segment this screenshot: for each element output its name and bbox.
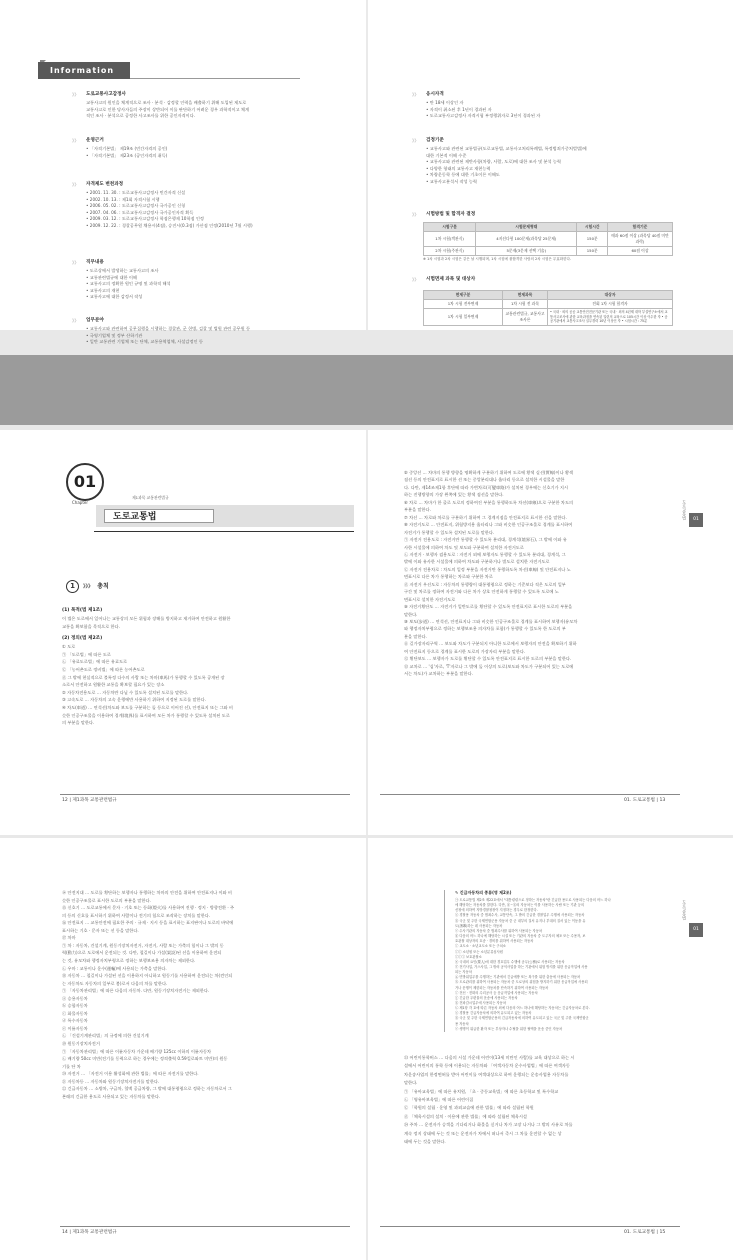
body-line: 슷한 인공구조물을 이용하여 경계(境界)를 표시하여 모든 차가 통행할 수 있도록 설치된 도로 [62,712,230,718]
page-gutter [366,0,368,330]
body-line: 다. 다만, 제14조제1항 후단에 따라 가변차로(可變車路)가 설치된 경우에는 신호기가 지시 [404,484,569,490]
page-number-left: 14 | 제1과목 교통관련법규 [62,1230,117,1235]
section-line: • 2001. 11. 30. : 도로교통사고감정사 민간자격 신설 [86,190,186,195]
body-line: 의 부분을 말한다. [62,720,95,726]
section-line: • 2007. 04. 06. : 도로교통사고감정사 국가공인자격 획득 [86,209,194,215]
body-line: 말한다. [404,1080,418,1086]
information-tab: Information [38,62,130,79]
body-line: 분을 말한다. [404,633,427,639]
note-line: 에 해당하는 자동차를 말한다. 다만, ⓓ~ⓚ의 자동차는 이를 사용하는 사람 또는 기관 등의 [455,903,585,908]
body-line: ㉣ 그 밖에 현실적으로 불특정 다수의 사람 또는 차마(車馬)가 통행할 수 있도록 공개된 장 [62,674,225,680]
body-line: ⑮ 신호기 … 도로교통에서 문자 · 기호 또는 등화(燈火)를 사용하여 진행 · 정지 · 방향전환 · 주 [62,905,235,911]
note-title-text: 긴급자동차의 종류(영 제2조) [459,890,512,895]
chapter-spread [0,430,733,835]
body-line: 슷한 인공구조물로 표시한 도로의 부분을 말한다. [62,897,151,903]
body-line: ⑯ 안전표지 … 교통안전에 필요한 주의 · 규제 · 지시 등을 표시하는 표지판이나 도로의 바닥에 [62,920,234,926]
chapter-subject: 제1과목 교통관련법규 [132,495,169,500]
body-line: ⑩ 보도(步道) … 연석선, 안전표지나 그와 비슷한 인공구조물로 경계를 표시하여 보행자(유모차 [404,619,578,624]
body-line: 부분을 말한다. [404,507,431,513]
section-heading: 운영근거 [86,138,104,143]
body-line: ㉡ 우마 : 교통이나 운수(運輸)에 사용되는 가축을 말한다. [62,965,167,971]
section-line: • 2006. 05. 02. : 도로교통사고감정사 국가공인 신청 [86,203,186,209]
note-line: ⓑ 국군 및 주한 국제연합군용 자동차 중 군 내부의 질서 유지나 부대의 질서 있는 이동을 유 [455,918,586,923]
table-cell: 1차 시험 전부면제 [424,300,503,309]
note-line: ⓐ 경찰용 자동차 중 범죄수사, 교통단속, 그 밖의 긴급한 경찰업무 수행에 사용되는 자동차 [455,913,585,918]
table-header: 대상자 [548,291,673,300]
section-marker-icon: 》》 [72,139,79,144]
note-line: ⓘ 교도소 · 소년교도소 또는 구치소 [455,944,506,949]
table-cell: 150분 [577,232,608,247]
section-heading: 검정기준 [426,138,444,143]
page-label: 제1과목 교통관련법규 [72,1230,117,1235]
section-heading: 시험방법 및 합격자 결정 [426,212,476,217]
note-line: 거나 운행이 제한되는 자동차를 단속하기 위하여 사용되는 자동차 [455,985,549,990]
section-number: 1 [66,580,79,593]
body-line: 교통을 확보함을 목적으로 한다. [62,623,120,629]
body-line: ⑦ 차선 … 차로와 차로를 구분하기 위하여 그 경계지점을 안전표지로 표시한 선을 말한다. [404,514,567,520]
section-line: • 교통관련법규에 대한 이해 [86,274,137,280]
section-line: 교통사고의 원인을 체계적으로 조사 · 분석 · 감정할 인력을 배출하기 위해 도입된 제도로 [86,100,247,105]
body-line: ⑭ 안전지대 … 도로를 횡단하는 보행자나 통행하는 차마의 안전을 위하여 안전표지나 이와 비 [62,890,232,895]
body-line: (1) 목적(법 제1조) [62,608,103,613]
body-line: ⑳ 자전거 … 「자전거 이용 활성화에 관한 법률」에 따른 자전거를 말한다. [62,1071,199,1077]
note-line: ⓘⓘⓘ 보호관찰소 [455,954,482,959]
note-line: ⓐ 경찰용 긴급자동차에 의하여 유도되고 있는 자동차 [455,1011,532,1016]
separator-band [0,355,733,425]
body-line: 서는 차도)가 교차하는 부분을 말한다. [404,671,473,677]
body-line: 말한다. [404,611,418,617]
section-line: • 일반 교통관련 기업체 또는 단체, 교통용역업체, 사설감정인 등 [86,339,203,345]
section-line: • 2009. 12. 22. : 경찰공무원 채용시(4점), 승진시(0.3점) 가산점 인정(2010년 7월 시행) [86,223,253,228]
page-number: 13 [659,798,666,803]
pencil-icon: ✎ [455,890,459,895]
chapter-label: Chapter [72,500,88,505]
section-line: • 「자격기본법」 제19조 (민간자격의 공인) [86,146,168,151]
table-header: 면제구분 [424,291,503,300]
note-line: 되는 자동차 [455,970,472,975]
note-line: 용 자동차 [455,1021,469,1026]
body-line: ① 도로 [62,644,76,650]
note-line: 호관찰 대상자의 호송 · 경비를 위하여 사용되는 자동차 [455,939,534,944]
note-line: ⓔ 국내외 요인(要人)에 대한 경호업무 수행에 공무(公務)로 사용되는 자동차 [455,959,565,964]
body-line: ⓐ 승용자동차 [62,995,88,1001]
body-line: ㉠ 「도로법」에 따른 도로 [62,651,111,657]
table-cell: 교통관련법규, 교통사고조사론 [503,309,548,326]
body-line: ㉠ 「자동차관리법」에 따른 이륜자동차 가운데 배기량 125cc 이하의 이륜자동차 [62,1048,212,1054]
section-heading: 시험면제 과목 및 대상자 [426,277,476,282]
body-line: 여 안전표지 등으로 경계를 표시한 도로의 가장자리 부분을 말한다. [404,648,526,654]
section-marker-icon: 》》 [412,278,419,283]
side-text: 도로교통법 [682,500,687,520]
body-line: 본래의 긴급한 용도로 사용되고 있는 자동차를 말한다. [62,1093,161,1099]
body-line: ⑥ 차로 … 차마가 한 줄로 도로의 정하여진 부분을 통행하도록 차선(車線)으로 구분한 차도의 [404,499,574,505]
side-text: 도로교통법 [682,900,687,920]
section-marker-icon: 》》 [412,93,419,98]
section-line: • 만 18세 이상인 자 [426,100,464,105]
section-line: • 교통사고의 정확한 원인 규명 및 과학적 해석 [86,281,171,287]
section-marker-icon: 》》 [72,319,79,324]
table-header: 시험문제형태 [476,223,577,232]
note-line: ㉠ 도로교통법 제2조 제22호에서 "대통령령으로 정하는 자동차"란 긴급한 용도로 사용되는 다음의 어느 하나 [455,898,611,902]
body-line: ㉡ 배기량 50cc 미만(전기를 동력으로 하는 경우에는 정격출력 0.59킬로와트 미만)의 원동 [62,1056,228,1062]
body-line: ㉠ 차 : 자동차, 건설기계, 원동기장치자전거, 자전거, 사람 또는 가축의 힘이나 그 밖의 동 [62,942,224,948]
section-title-text: 총칙 [97,583,109,590]
note-line: ㉡ 제1항 각 호에 따른 자동차 외에 다음의 어느 하나에 해당하는 자동차는 긴급자동차로 본다. [455,1006,590,1011]
page-label: 01. 도로교통법 [624,1230,655,1235]
body-line: 자전거가 통행할 수 있도록 설치된 도로를 말한다. [404,529,495,535]
note-line: ⓓ 다음의 어느 하나에 해당하는 시설 또는 기관의 자동차 중 도주자의 체포 또는 수용자, 보 [455,934,586,939]
body-line: 는 자동차도 자동차의 일부로 봄)로서 다음의 차를 말한다. [62,980,168,986]
body-line: 밖에 이와 유사한 시설물에 의하여 차도와 구분하거나 별도로 설치한 자전거도로 [404,559,550,565]
body-line: 의 등의 신호를 표시하기 위하여 사람이나 전기의 힘으로 조작하는 장치를 말한다. [62,912,211,918]
exam-note: ※ 1차 시험과 2차 시험은 같은 날 시행되며, 1차 시험에 불합격한 사람의 2차 시험은 무효화한다. [423,257,571,261]
body-line: ⑫ 횡단보도 … 보행자가 도로를 횡단할 수 있도록 안전표지로 표시한 도로의 부분을 말한다. [404,656,572,662]
section-line: • 교통사고에 대한 감정서 작성 [86,294,143,300]
note-line: ⓗ 도로관리를 위하여 사용되는 자동차 중 도로상의 위험을 방지하기 위한 응급작업에 사용되 [455,980,588,985]
section-line: • 자격이 취소된 후 1년이 경과된 자 [426,106,492,112]
section-line: • 2009. 03. 12. : 도로교통사고감정사 학점은행제 10학점 인정 [86,216,204,222]
body-line: ㉣ 자전거 우선도로 : 자동차의 통행량이 대통령령으로 정하는 기준보다 적은 도로의 일부 [404,581,566,587]
body-line: ㉡ 「유료도로법」에 따른 유료도로 [62,659,128,665]
note-line: ⓒ 수사기관의 자동차 중 범죄수사를 위하여 사용되는 자동차 [455,928,543,933]
table-row [424,300,673,309]
section-line: • 도로상에서 발생하는 교통사고의 조사 [86,268,159,273]
page-gutter [366,838,368,1260]
body-line: ③ 고속도로 … 자동차의 고속 운행에만 사용하기 위하여 지정된 도로를 말한다. [62,697,206,703]
body-line: 이 법은 도로에서 일어나는 교통상의 모든 위험과 장해를 방지하고 제거하여 안전하고 원활한 [62,616,231,621]
body-line: ㉠ 자전거 전용도로 : 자전거만 통행할 수 있도록 분리대, 경계석(境界石), 그 밖에 이와 유 [404,537,567,543]
body-line: ④ 차도(車道) … 연석선(차도와 보도를 구분하는 돌 등으로 이어진 선), 안전표지 또는 그와 비 [62,705,233,710]
body-line: 면표시로 설치한 자전거도로 [404,596,456,602]
table-row [424,247,673,256]
section-title [83,581,109,590]
footer-rule [380,1226,680,1227]
body-line: ㉑ 자동차등 … 자동차와 원동기장치자전거를 말한다. [62,1078,160,1084]
table-header-row [424,291,673,300]
page-number: 15 [659,1230,666,1235]
section-heading: 자격제도 변천과정 [86,182,124,187]
section-marker-icon: 》》 [72,93,79,98]
body-line: ⑬ 교차로 … '십'자로, 'T'자로나 그 밖에 둘 이상의 도로(보도와 차도가 구분되어 있는 도로에 [404,663,574,669]
table-header: 시험시간 [577,223,608,232]
section-marker-icon: 》》 [412,213,419,218]
body-line: ㉣ 「체육시설의 설치 · 이용에 관한 법률」에 따라 설립된 체육시설 [404,1113,527,1119]
body-line: ⑨ 자전거횡단도 … 자전거가 일반도로를 횡단할 수 있도록 안전표지로 표시한 도로의 부분을 [404,604,573,610]
body-line: ⑲ 원동기장치자전거 [62,1041,100,1046]
table-cell: 1차 시험 전 과목 [503,300,548,309]
chapter-title: 도로교통법 [104,509,214,523]
body-line: ② 자동차전용도로 … 자동차만 다닐 수 있도록 설치된 도로를 말한다. [62,689,189,695]
table-header: 면제과목 [503,291,548,300]
body-line: ⑧ 자전거도로 … 안전표지, 위험방지용 울타리나 그와 비슷한 인공구조물로 경계를 표시하여 [404,522,573,528]
section-line: • 교통사고와 관련된 제반사항(차량, 사람, 도로)에 대한 조사 및 분석 능력 [426,159,561,165]
body-line: 력(動力)으로 도로에서 운전되는 것. 다만, 철길이나 가설(架設)된 선을 이용하여 운전되 [62,950,222,956]
section-line: 적인 조사 · 분석으로 공정한 사고조사를 위한 공인자격이다. [86,113,196,119]
table-row [424,309,673,326]
body-line: 사한 시설물에 의하여 차도 및 보도와 구분하여 설치한 자전거도로 [404,544,524,550]
body-line: ㉡ 자전거 · 보행자 겸용도로 : 자전거 외에 보행자도 통행할 수 있도록 분리대, 경계석, 그 [404,551,566,557]
section-marker-icon: 》》 [72,261,79,266]
table-cell: 60점 이상 [608,247,673,256]
body-line: 기를 단 차 [62,1063,81,1069]
section-line: • 2002. 10. 13. : 제1회 자격시험 시행 [86,196,160,202]
body-line: 표시하는 기호 · 문자 또는 선 등을 말한다. [62,927,139,933]
body-line: ⓔ 이륜자동차 [62,1025,88,1031]
note-title [455,890,512,897]
body-line: 차운송사업의 한정면허를 받아 어린이를 여객대상으로 하여 운행되는 운송사업용 자동차를 [404,1071,569,1077]
body-line: 와 행정자치부령으로 정하는 보행보조용 의자차를 포함)가 통행할 수 있도록 한 도로의 부 [404,626,566,632]
section-line: • 다양한 형태의 교통사고 재현능력 [426,165,491,171]
body-line: ⓑ 승합자동차 [62,1003,88,1009]
note-line: 도(誘導)하는 데 사용되는 자동차 [455,923,503,928]
body-line: ㉔ 주차 … 운전자가 승객을 기다리거나 화물을 싣거나 차가 고장 나거나 그 밖의 사유로 차를 [404,1122,573,1128]
page-gutter [366,430,368,835]
table-cell: 1차 시험 일부면제 [424,309,503,326]
section-line: • 교통사고와 관련된 교통법규(도로교통법, 교통사고처리특례법, 특정범죄가중처벌법)에 [426,146,587,151]
body-line: 설에서 어린이의 통학 등에 이용되는 자동차와 「여객자동차 운수사업법」에 따른 여객자동 [404,1063,570,1069]
note-line: ⓘ 전신 · 전화의 수리공사 등 응급작업에 사용되는 자동차 [455,990,538,995]
note-box [444,890,685,1032]
footer-rule [60,794,350,795]
section-line: • 국영기업체 및 정부 산하기관 [86,332,143,338]
body-line: ㉓ 어린이통학버스 … 다음의 시설 가운데 어린이(13세 미만인 사람)를 교육 대상으로 하는 시 [404,1055,575,1060]
section-line: 대한 기본적 이해 수준 [426,152,467,158]
body-line: ㉠ 「자동차관리법」에 따른 다음의 자동차. 다만, 원동기장치자전거는 제외한다. [62,988,210,994]
body-line: ⑤ 중앙선 … 차마의 통행 방향을 명확하게 구분하기 위하여 도로에 황색 실선(實線)이나 황색 [404,470,574,475]
body-line: ⑱ 자동차 … 철길이나 가설된 선을 이용하지 아니하고 원동기를 사용하여 운전되는 차(견인되 [62,973,233,979]
body-line: 는 것, 유모차와 행정자치부령으로 정하는 보행보조용 의자차는 제외한다. [62,957,196,963]
note-line: ⓕ 전기사업, 가스사업, 그 밖의 공익사업을 하는 기관에서 위험 방지를 위한 응급작업에 사용 [455,964,588,969]
section-line: • 차량운동학 등에 대한 기초이론 이해도 [426,172,500,178]
chapter-rule [94,531,354,532]
note-line: ⓘⓘ 소년원 또는 소년분류심사원 [455,949,503,954]
page-number: 14 [62,1230,68,1235]
information-spread [0,0,733,345]
table-header: 시험구분 [424,223,476,232]
body-line: ⓓ 특수자동차 [62,1018,88,1024]
table-cell: 2차 시험(주관식) [424,247,476,256]
table-cell: 1차 시험(객관식) [424,232,476,247]
exempt-table [423,290,673,326]
page-number-right: 01. 도로교통법 | 13 [624,798,666,803]
body-line: 구간 및 차로를 정하여 자전거와 다른 차가 상호 안전하게 통행할 수 있도록 도로에 노 [404,589,559,595]
body-line: ㉒ 긴급자동차 … 소방차, 구급차, 혈액 공급차량, 그 밖에 대통령령으로 정하는 자동차로서 그 [62,1086,232,1092]
section-marker-icon: 》》 [72,183,79,188]
body-line: ㉢ 「농어촌도로 정비법」에 따른 농어촌도로 [62,667,145,672]
section-line: • 교통사고와 관련하여 공무집행을 시행하는 경찰관, 군 헌병, 검찰 및 법원 관련 공무원 등 [86,326,251,331]
side-tab: 01 [689,923,703,937]
note-line: ⓑ 국군 및 주한 국제연합군용의 긴급자동차에 의하여 유도되고 있는 국군 및 주한 국제연합군 [455,1016,589,1021]
table-header-row [424,223,673,232]
body-line: 소로서 안전하고 원활한 교통을 확보할 필요가 있는 장소 [62,682,165,688]
chapter-number: 01 [66,463,104,501]
note-line: 신청에 의하여 지방경찰청장이 지정하는 경우로 한정한다. [455,908,538,913]
section-arrows: 》》》 [83,584,94,590]
table-cell: • 국내 · 외의 공공 교통안전전문기관 또는 국내 · 외의 4년제 대학 부설연구소에서 교통사고조사에 관한 교육과정을 연속된 일련의 교육으로 105시간 이상 이수한 자 • 공공기관에서 교통사고조사 실무경력 10년 이상인 자 • 시험시간 : 75분 [548,309,673,326]
body-line: ㉢ 자전거 전용차로 : 차도의 일정 부분을 자전거만 통행하도록 차선(車線) 및 안전표지나 노 [404,566,571,572]
page-number-right: 01. 도로교통법 | 15 [624,1230,666,1235]
body-line: ㉡ 「영유아보육법」에 따른 어린이집 [404,1097,474,1102]
table-cell: 전회 1차 시험 합격자 [548,300,673,309]
page-number-left: 12 | 제1과목 교통관련법규 [62,798,117,803]
body-line: 계속 정지 상태에 두는 것 또는 운전자가 차에서 떠나서 즉시 그 차를 운전할 수 없는 상 [404,1130,562,1136]
body-line: 하는 진행방향의 가장 왼쪽에 있는 황색 점선을 말한다. [404,492,504,498]
note-line: ⓙ 긴급한 우편물의 운송에 사용되는 자동차 [455,995,518,1000]
body-line: ㉢ 「학원의 설립 · 운영 및 과외교습에 관한 법률」에 따라 설립된 학원 [404,1105,534,1111]
table-cell: 매과 60점 이상 (과목당 40점 미만 과락) [608,232,673,247]
side-tab: 01 [689,513,703,527]
section-heading: 업무분야 [86,318,104,323]
body-line: ⑪ 길가장자리구역 … 보도와 차도가 구분되지 아니한 도로에서 보행자의 안전을 확보하기 위하 [404,641,577,647]
body-line: (2) 정의(법 제2조) [62,636,103,642]
body-line: 점선 등의 안전표지로 표시한 선 또는 중앙분리대나 울타리 등으로 설치한 시설물을 말한 [404,477,565,483]
section-heading: 도로교통사고감정사 [86,92,126,97]
section-line: • 교통사고분석서 작성 능력 [426,179,477,184]
table-cell: 4지선다형 100문제(과목당 25문제) [476,232,577,247]
body-line: 태에 두는 것을 말한다. [404,1139,446,1144]
section-heading: 응시자격 [426,92,444,97]
table-row [424,232,673,247]
body-line: ㉠ 「유아교육법」에 따른 유치원, 「초 · 중등교육법」에 따른 초등학교 및 특수학교 [404,1088,559,1094]
page-label: 제1과목 교통관련법규 [72,798,117,803]
section-line: • 「자격기본법」 제23조 (공인자격의 취득) [86,152,168,158]
note-line: ⓖ 민방위업무를 수행하는 기관에서 긴급예방 또는 복구를 위한 출동에 사용되는 자동차 [455,975,581,980]
section-line: • 교통사고의 재현 [86,287,120,293]
body-line: ㉡ 「건설기계관리법」의 규정에 의한 건설기계 [62,1033,149,1039]
section-marker-icon: 》》 [412,139,419,144]
table-cell: 5문제(3문제 선택 기술) [476,247,577,256]
body-line: ⑰ 차마 [62,935,76,941]
table-header: 합격기준 [608,223,673,232]
note-line: ⓒ 생명이 위급한 환자 또는 부상자나 수혈을 위한 혈액을 운송 중인 자동차 [455,1026,563,1031]
body-line: ⓒ 화물자동차 [62,1010,88,1016]
page-number: 12 [62,798,68,803]
page-label: 01. 도로교통법 [624,798,655,803]
table-cell: 150분 [577,247,608,256]
section-line: • 도로교통사고감정사 자격시험 부정행위자로 3년이 경과된 자 [426,113,541,119]
section-line: 교통사고로 인한 당사자들의 주장이 상반되어 이를 판단하기 어려운 경우 과학적이고 체계 [86,106,249,112]
section-heading: 직무내용 [86,260,104,265]
header-rule [130,78,300,79]
body-line: 면표시로 다른 차가 통행하는 차로와 구분한 차로 [404,574,493,580]
footer-rule [380,794,680,795]
exam-table [423,222,673,256]
note-line: ⓚ 전파감시업무에 사용되는 자동차 [455,1001,507,1005]
footer-rule [60,1226,350,1227]
